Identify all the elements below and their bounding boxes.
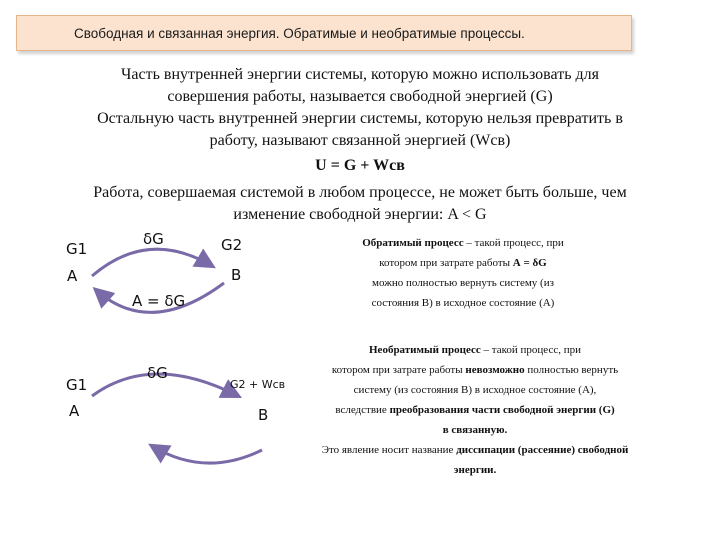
irreversible-desc-2c: полностью вернуть	[524, 364, 619, 376]
irreversible-desc-6b: диссипации (рассеяние) свободной	[456, 444, 629, 456]
reversible-desc-2a: котором при затрате работы	[379, 257, 513, 269]
irreversible-process-description	[268, 340, 682, 480]
irreversible-desc-4a: вследствие	[335, 404, 390, 416]
work-line-1: Работа, совершаемая системой в любом процессе, не может быть больше, чем	[93, 184, 627, 201]
reversible-desc-2b: А = δG	[512, 257, 547, 269]
bound-energy-line-1: Остальную часть внутренней энергии системы, которую нельзя превратить в	[97, 110, 623, 127]
free-energy-line-1: Часть внутренней энергии системы, которую можно использовать для	[121, 66, 599, 83]
irreversible-desc-2b: невозможно	[465, 364, 525, 376]
irreversible-desc-5: в связанную.	[442, 424, 508, 436]
irreversible-desc-4b: преобразования части свободной энергии (G)	[389, 404, 615, 416]
irreversible-g2-label: G2 + Wсв	[230, 378, 286, 391]
reversible-state-b-label: B	[231, 266, 242, 284]
energy-formula: U = G + Wсв	[315, 157, 405, 174]
bound-energy-line-2: работу, называют связанной энергией (Wсв)	[209, 132, 511, 149]
reversible-forward-arrow	[92, 249, 212, 276]
irreversible-desc-2a: котором при затрате работы	[331, 364, 466, 376]
irreversible-delta-g-label: δG	[147, 364, 168, 382]
reversible-desc-4: состояния В) в исходное состояние (А)	[371, 297, 555, 309]
irreversible-desc-1: – такой процесс, при	[480, 344, 581, 356]
irreversible-g1-label: G1	[66, 376, 88, 394]
irreversible-desc-3: систему (из состояния В) в исходное состояние (А),	[353, 384, 597, 396]
work-line-2: изменение свободной энергии: A < G	[233, 206, 487, 223]
reversible-process-description	[318, 233, 608, 313]
irreversible-state-b-label: B	[258, 406, 269, 424]
irreversible-desc-6a: Это явление носит название	[321, 444, 457, 456]
reversible-g2-label: G2	[221, 236, 243, 254]
free-energy-line-2: совершения работы, называется свободной энергией (G)	[167, 88, 553, 105]
reversible-g1-label: G1	[66, 240, 88, 258]
irreversible-return-arrow	[152, 446, 262, 463]
slide-title: Свободная и связанная энергия. Обратимые и необратимые процессы.	[74, 25, 525, 41]
reversible-state-a-label: A	[67, 267, 78, 285]
reversible-desc-1: – такой процесс, при	[463, 237, 564, 249]
reversible-work-equation-label: A = δG	[132, 292, 186, 310]
irreversible-desc-7: энергии.	[453, 464, 497, 476]
reversible-desc-3: можно полностью вернуть систему (из	[372, 277, 554, 289]
reversible-term: Обратимый процесс	[362, 237, 464, 249]
reversible-delta-g-label: δG	[143, 230, 164, 248]
irreversible-state-a-label: A	[69, 402, 80, 420]
irreversible-term: Необратимый процесс	[369, 344, 481, 356]
